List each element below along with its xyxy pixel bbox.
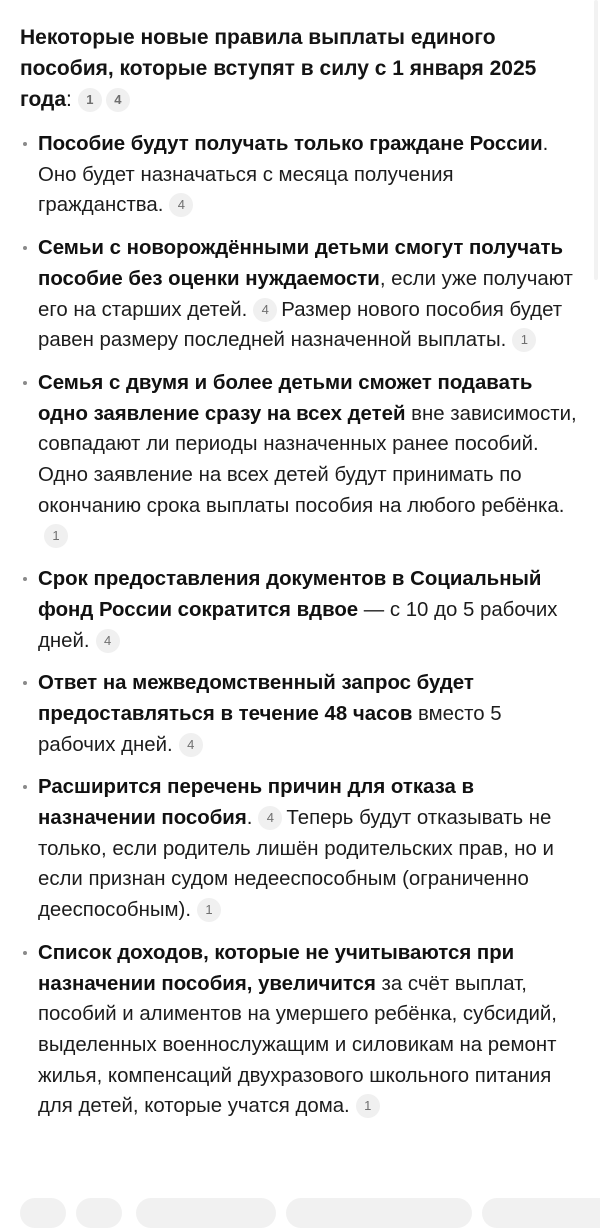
answer-intro — [20, 22, 580, 115]
suggestion-chip[interactable] — [286, 1198, 472, 1228]
item-text: , если уже получают его на старших детей. — [38, 267, 573, 321]
list-item — [20, 233, 580, 356]
item-bold-text: Семьи с новорождёнными детьми смогут получать пособие без оценки нуждаемости — [38, 237, 563, 290]
suggestion-chip[interactable] — [482, 1198, 600, 1228]
citation-badge[interactable]: 1 — [44, 524, 68, 548]
item-bold-text: Пособие будут получать только граждане России — [38, 133, 543, 155]
scrollbar[interactable] — [594, 0, 598, 280]
item-text: Размер нового пособия будет равен размеру последней назначенной выплаты. — [38, 298, 563, 352]
item-text: Теперь будут отказывать не только, если родитель лишён родительских прав, но и если признан судом недееспособным (ограниченно дееспособным). — [38, 807, 554, 922]
citation-badge[interactable]: 4 — [96, 629, 120, 653]
item-text: вместо 5 рабочих дней. — [38, 702, 502, 756]
citation-badge[interactable]: 1 — [356, 1094, 380, 1118]
citation-badge[interactable]: 4 — [258, 806, 282, 830]
citation-badge[interactable]: 1 — [512, 328, 536, 352]
item-bold-text: Список доходов, которые не учитываются при назначении пособия, увеличится — [38, 941, 515, 995]
suggestion-chip[interactable] — [136, 1198, 276, 1228]
list-item — [20, 938, 580, 1122]
item-bold-text: Расширится перечень причин для отказа в назначении пособия — [38, 776, 475, 830]
item-text: . — [246, 807, 253, 830]
item-bold-text: Семья с двумя и более детьми сможет подавать одно заявление сразу на всех детей — [38, 371, 533, 425]
rules-list — [20, 129, 580, 1122]
list-item — [20, 772, 580, 926]
citation-badge[interactable]: 1 — [197, 898, 221, 922]
citation-badge[interactable]: 4 — [169, 193, 193, 217]
intro-colon: : — [66, 88, 72, 111]
list-item — [20, 668, 580, 760]
item-text: вне зависимости, совпадают ли периоды назначенных ранее пособий. Одно заявление на всех детей будут принимать по окончанию срока выплаты пособия на любого ребёнка. — [38, 402, 577, 517]
item-bold-text: Ответ на межведомственный запрос будет предоставляться в течение 48 часов — [38, 672, 474, 725]
citation-badge[interactable]: 4 — [179, 733, 203, 757]
answer-content — [20, 22, 580, 1134]
item-bold-text: Срок предоставления документов в Социальный фонд России сократится вдвое — [38, 568, 542, 621]
intro-title: Некоторые новые правила выплаты единого пособия, которые вступят в силу с 1 января 2025 года — [20, 26, 537, 111]
citation-badge[interactable]: 1 — [78, 88, 102, 112]
list-item — [20, 368, 580, 552]
item-text: — с 10 до 5 рабочих дней. — [38, 598, 558, 652]
suggestion-chip[interactable] — [20, 1198, 66, 1228]
list-item — [20, 129, 580, 221]
citation-badge[interactable]: 4 — [253, 298, 277, 322]
suggestion-chip[interactable] — [76, 1198, 122, 1228]
suggestion-chips — [20, 1198, 600, 1228]
item-text: . Оно будет назначаться с месяца получения гражданства. — [38, 133, 549, 217]
list-item — [20, 564, 580, 656]
citation-badge[interactable]: 4 — [106, 88, 130, 112]
item-text: за счёт выплат, пособий и алиментов на умершего ребёнка, субсидий, выделенных военнослужащим и силовикам на ремонт жилья, компенсаций двухразового школьного питания для детей, которые учатся дома. — [38, 972, 557, 1118]
